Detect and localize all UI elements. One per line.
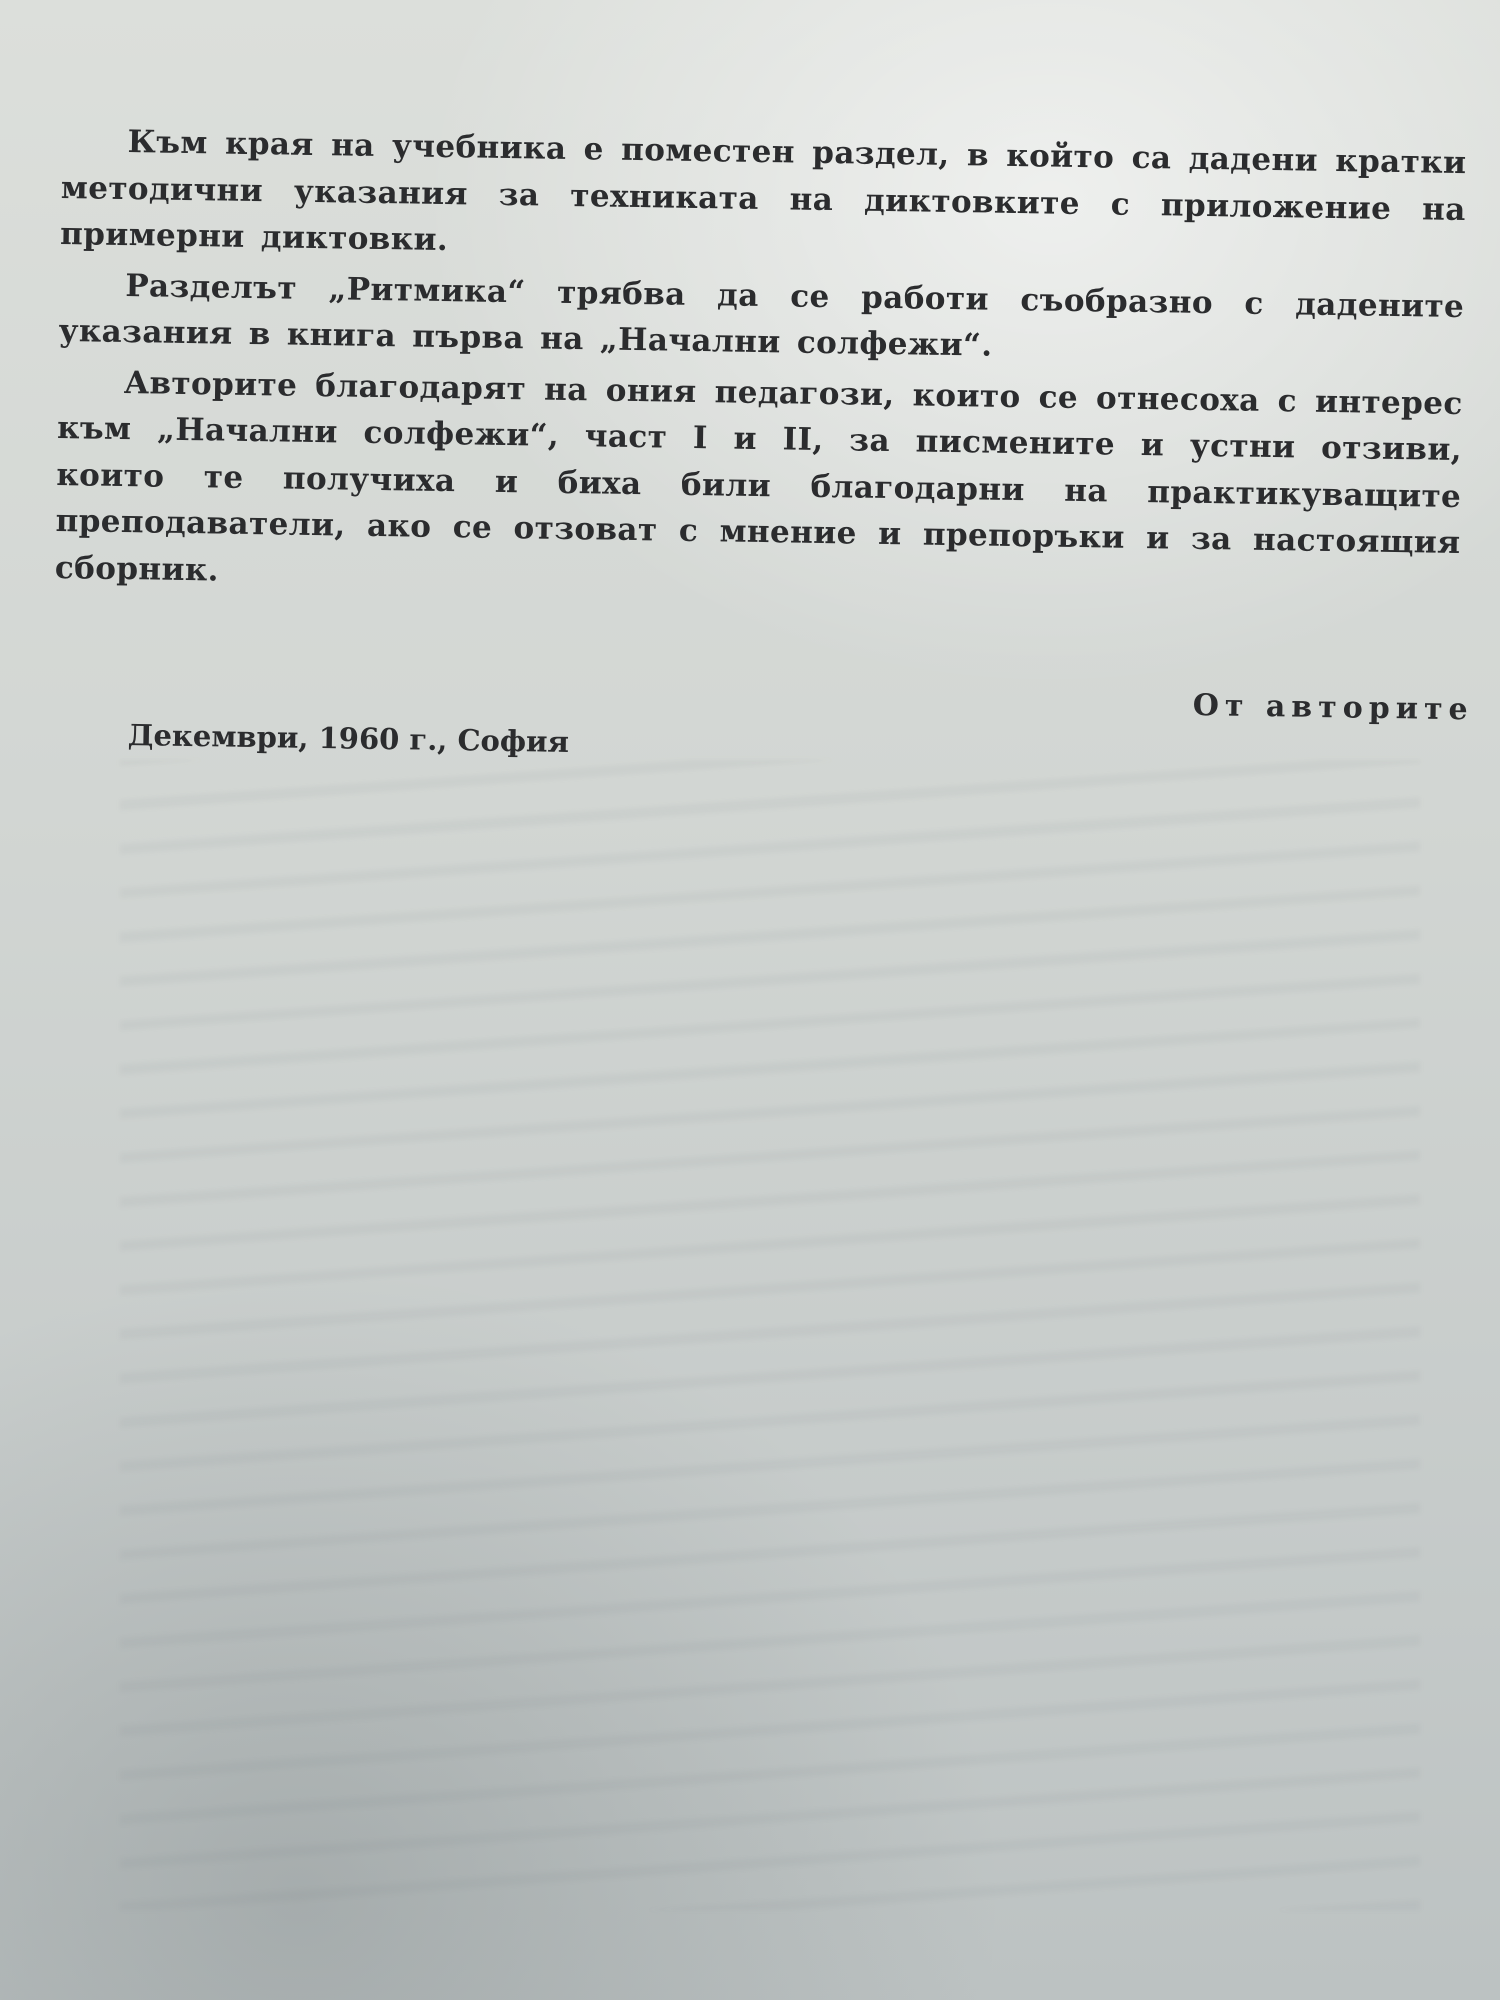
body-text [55, 118, 1467, 617]
bleed-through-texture [120, 760, 1420, 1910]
dateline: Декември, 1960 г., София [127, 718, 570, 759]
signature: От авторите [1192, 688, 1474, 728]
paragraph-3: Авторите благодарят на ония педагози, които се отнесоха с интерес към „Начални солфежи“, част I и II, за писмените и устни отзиви, които те получиха и биха били благодарни на практикуващите преподаватели, ако се отзоват с мнение и препоръки и за настоящия сборник. [54, 364, 1463, 589]
paragraph-1: Към края на учебника е поместен раздел, в който са дадени кратки методични указания за техниката на диктовките с приложение на примерни диктовки. [59, 124, 1467, 259]
paragraph-2: Разделът „Ритмика“ трябва да се работи съобразно с дадените указания в книга първа на „Начални солфежи“. [58, 267, 1465, 364]
